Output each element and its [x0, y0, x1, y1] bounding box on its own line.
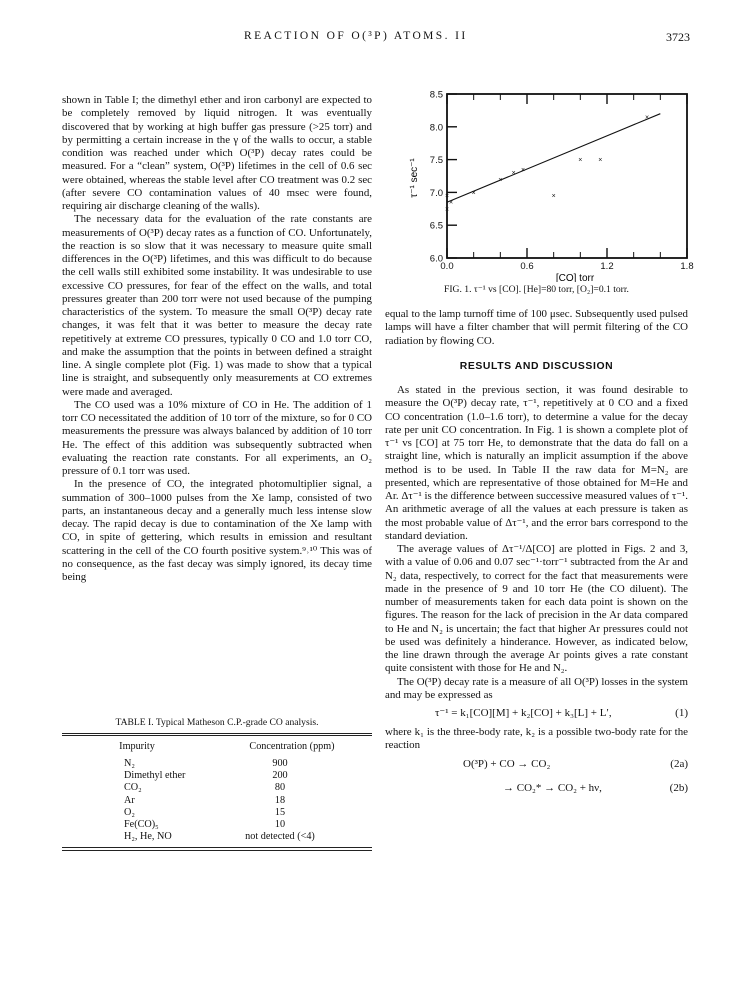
y-axis-label: τ⁻¹ sec⁻¹ — [409, 158, 420, 198]
table-row — [62, 758, 372, 770]
table-caption: TABLE I. Typical Matheson C.P.-grade CO analysis. — [115, 717, 319, 728]
y-tick-label: 6.5 — [429, 220, 443, 232]
x-tick-label: 0.0 — [440, 261, 454, 272]
table-row — [62, 807, 372, 819]
figure-1 — [385, 82, 695, 282]
figure-caption: FIG. 1. τ⁻¹ vs [CO]. [He]=80 torr, [O₂]=0.1 torr. — [444, 284, 629, 295]
after-equation-text: where k₁ is the three-body rate, k₂ is a possible two-body rate for the reaction — [385, 726, 688, 752]
table-row — [62, 819, 372, 831]
figure-1-chart — [385, 82, 695, 282]
impurity-cell: H₂, He, NO — [124, 831, 172, 843]
right-intro-paragraph: equal to the lamp turnoff time of 100 μsec. Subsequently used pulsed lamps will have a filter chamber that will permit filtering of the CO radiation by flowing CO. — [385, 308, 688, 347]
equation-2b-number: (2b) — [669, 781, 688, 794]
table-body — [62, 758, 372, 843]
right-paragraph-1: As stated in the previous section, it was found desirable to measure the O(³P) decay rate, τ⁻¹, repetitively at 0 CO and a fixed CO concentration (1.0–1.6 torr), to determine a value for the decay rate per unit CO concentration. In Fig. 1 is shown a complete plot of τ⁻¹ vs [CO] at 75 torr He, to demonstrate that the data do fall on a straight line, which is naturally an implicit assumption if the above method is to be used. In Table II the raw data for M=N₂ are presented, which are representative of those obtained for M=He and Ar. Δτ⁻¹ is the difference between successive measured values of τ⁻¹. An arithmetic average of all the values at each pressure is taken as the most probable value of Δτ⁻¹, and the error bars correspond to the standard deviation. — [385, 384, 688, 542]
left-paragraph-1: shown in Table I; the dimethyl ether and iron carbonyl are expected to be completely removed by liquid nitrogen. It was eventually discovered that by working at high buffer gas pressure (>25 torr) and by permitting a certain increase in the γ of the walls to occur, a stable condition was reached under which O(³P) decay rates could be measured. For a “clean” system, O(³P) lifetimes in the cell of 0.6 sec were obtained, whereas the stable level after CO treatment was 0.2 sec (after severe CO contamination values of 40 msec were found, requiring air discharge cleaning of the walls). — [62, 94, 372, 212]
plot-frame — [444, 94, 687, 258]
concentration-cell: 18 — [274, 794, 286, 806]
page-number: 3723 — [666, 30, 690, 44]
equation-2a — [385, 753, 688, 777]
x-tick-label: 0.6 — [520, 261, 534, 272]
left-column — [62, 94, 372, 584]
impurity-cell: Dimethyl ether — [124, 770, 186, 782]
equation-1-body: τ⁻¹ = k₁[CO][M] + k₂[CO] + k₃[L] + L′, — [435, 707, 612, 719]
left-paragraph-4: In the presence of CO, the integrated photomultiplier signal, a summation of 300–1000 pulses from the Xe lamp, consisted of two parts, an instantaneous decay and a generally much less intense slow decay. The rapid decay is due to contamination of the Xe lamp with CO, in spite of gettering, which results in emission and resultant scattering in the cell of the CO fourth positive system.⁹˒¹⁰ This was of no consequence, as the fast decay was simply ignored, its decay time being — [62, 478, 372, 583]
data-point: × — [578, 157, 583, 165]
equation-1 — [385, 702, 688, 726]
concentration-cell: not detected (<4) — [245, 831, 315, 843]
data-point: × — [448, 199, 454, 207]
x-tick-label: 1.2 — [600, 261, 614, 272]
data-point: × — [444, 193, 450, 201]
impurity-cell: O₂ — [124, 806, 135, 818]
impurity-cell: N₂ — [124, 758, 135, 769]
data-point: × — [511, 170, 516, 178]
right-column — [385, 308, 688, 801]
impurity-table — [62, 736, 372, 843]
equation-1-number: (1) — [675, 707, 688, 719]
impurity-cell: Ar — [124, 794, 135, 806]
equation-2b — [385, 777, 688, 801]
section-heading: RESULTS AND DISCUSSION — [459, 360, 614, 372]
running-header — [0, 30, 748, 50]
table-1 — [62, 733, 372, 851]
data-point: × — [498, 176, 503, 184]
table-row — [62, 770, 372, 782]
data-point: × — [598, 157, 603, 165]
table-row — [62, 831, 372, 843]
y-tick-label: 8.0 — [429, 122, 443, 134]
data-point: × — [471, 189, 476, 197]
equation-2b-body: → CO₂* → CO₂ + hν, — [503, 781, 602, 794]
fit-line — [444, 114, 660, 203]
table-row — [62, 782, 372, 794]
table-bottom-rule — [62, 847, 372, 848]
right-paragraph-2: The average values of Δτ⁻¹/Δ[CO] are plotted in Figs. 2 and 3, with a value of 0.06 and 0.07 sec⁻¹·torr⁻¹ subtracted from the Ar and N₂ data, respectively, to correct for the fact that measurements were made in the presence of 9 and 10 torr He (the CO diluent). The number of measurements taken for each data point is shown on the figures. The reason for the lack of precision in the Ar data compared to He and N₂ is uncertain; the fact that higher Ar pressures could not be used was definitely a hinderance. However, as indicated below, the line drawn through the average Ar points gives a rate constant quite consistent with those for He and N₂. — [385, 543, 688, 675]
impurity-cell: CO₂ — [124, 782, 142, 794]
data-point: × — [444, 206, 450, 214]
concentration-cell: 200 — [272, 770, 288, 782]
left-paragraph-3: The CO used was a 10% mixture of CO in He. The addition of 1 torr CO necessitated the addition of 10 torr of the mixture, so for 0 CO measurements the pressure was always balanced by addition of 10 torr He. The effect of this addition was subsequently subtracted when evaluating the reaction rate constants. For all experiments, an O₂ pressure of 0.1 torr was used. — [62, 398, 372, 477]
left-paragraph-2: The necessary data for the evaluation of the rate constants are measurements of O(³P) decay rates as a function of CO. Unfortunately, the reaction is so slow that it was necessary to measure quite small differences in the O(³P) lifetimes, and this was difficult to do because the cell walls still exhibited some instability. It was undesirable to use excessive CO pressures, for fear of the effect on the walls, and total pressures greater than 200 torr were not used because of the pumping characteristics of the system. To measure the small O(³P) decay rate changes, it was felt that it was better to measure the decay rate repetitively at extreme CO pressures, typically 0 CO and 1.0 torr CO, and make the assumption that the points in between defined a straight line. A single complete plot (Fig. 1) was made to show that a typical line is straight, and subsequently only measurements at CO extremes were made and averaged. — [62, 213, 372, 398]
table-header-row — [62, 736, 372, 758]
header-impurity: Impurity — [119, 741, 155, 752]
concentration-cell: 80 — [274, 782, 286, 794]
concentration-cell: 15 — [274, 806, 286, 818]
x-axis-label: [CO] torr — [555, 273, 595, 282]
y-tick-label: 7.0 — [429, 187, 443, 199]
y-tick-label: 8.5 — [429, 89, 443, 101]
chart-points — [445, 114, 649, 213]
chart-axes — [444, 94, 687, 258]
running-title: REACTION OF O(³P) ATOMS. II — [244, 30, 468, 42]
equation-2a-body: O(³P) + CO → CO₂ — [463, 757, 551, 770]
data-point: × — [644, 114, 650, 122]
equation-2a-number: (2a) — [670, 757, 688, 770]
right-paragraph-3: The O(³P) decay rate is a measure of all O(³P) losses in the system and may be expressed as — [385, 675, 688, 701]
table-row — [62, 795, 372, 807]
impurity-cell: Fe(CO)₅ — [124, 819, 159, 831]
y-tick-label: 7.5 — [429, 155, 443, 167]
data-point: × — [520, 166, 526, 174]
data-point: × — [551, 193, 556, 201]
concentration-cell: 900 — [272, 758, 288, 769]
header-concentration: Concentration (ppm) — [249, 741, 335, 752]
x-tick-label: 1.8 — [680, 261, 694, 272]
table-bottom-rule-2 — [62, 850, 372, 851]
concentration-cell: 10 — [274, 819, 286, 831]
y-tick-label: 6.0 — [429, 253, 443, 265]
